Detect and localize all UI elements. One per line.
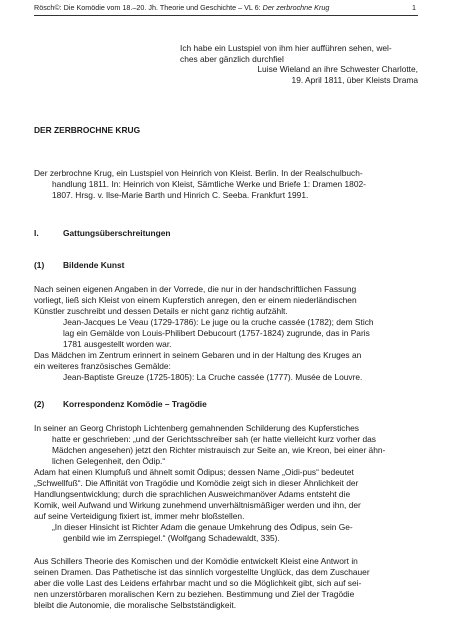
- body-line: Handlungsentwicklung; durch die sprachlichen Ausweichmanöver Adams entsteht die: [34, 489, 351, 499]
- body-line: bleibt die Autonomie, die moralische Selbstständigkeit.: [34, 600, 237, 610]
- body-line: lag ein Gemälde von Louis-Philibert Debucourt (1757-1824) zugrunde, das in Paris: [63, 328, 370, 338]
- body-line: nen unzerstörbaren moralischen Kern zu beziehen. Bestimmung und Ziel der Tragödie: [34, 589, 355, 599]
- body-line: Jean-Jacques Le Veau (1729-1786): Le juge ou la cruche cassée (1782); dem Stich: [63, 317, 374, 327]
- subsection-number: (1): [34, 260, 45, 270]
- epigraph-attribution: 19. April 1811, über Kleists Drama: [291, 75, 418, 85]
- bibliography-line: Der zerbrochne Krug, ein Lustspiel von Heinrich von Kleist. Berlin. In der Realschulbuch-: [34, 168, 363, 178]
- body-line: hatte er geschrieben: „und der Gerichtsschreiber sah (er hatte vielleicht kurz vorher das: [52, 434, 376, 444]
- body-line: Aus Schillers Theorie des Komischen und der Komödie entwickelt Kleist eine Antwort in: [34, 556, 358, 566]
- body-line: „In dieser Hinsicht ist Richter Adam die genaue Umkehrung des Ödipus, sein Ge-: [52, 522, 353, 532]
- subsection-heading: Korrespondenz Komödie – Tragödie: [63, 399, 207, 409]
- body-line: aber die volle Last des Leidens erfahrbar macht und so die Möglichkeit gibt, sich auf sei-: [34, 578, 362, 588]
- running-header-prefix: Rösch©: Die Komödie vom 18.–20. Jh. Theorie und Geschichte – VL 6:: [34, 3, 263, 12]
- body-line: Mädchen angesehen) jetzt den Richter mistrauisch zur Seite an, wie Kreon, bei einer ähn-: [52, 445, 386, 455]
- body-line: Künstler zuschreibt und dessen Details er nicht ganz richtig aufzählt.: [34, 306, 288, 316]
- section-heading: Gattungsüberschreitungen: [63, 228, 171, 238]
- header-rule: [34, 15, 418, 16]
- body-line: Jean-Baptiste Greuze (1725-1805): La Cruche cassée (1777). Musée de Louvre.: [63, 372, 363, 382]
- body-line: seinen Dramen. Das Pathetische ist das sinnlich vorgestellte Unglück, das dem Zuschauer: [34, 567, 370, 577]
- epigraph-line: ches aber gänzlich durchfiel: [180, 54, 284, 64]
- running-header-work: Der zerbrochne Krug: [262, 3, 330, 12]
- epigraph-attribution: Luise Wieland an ihre Schwester Charlotte,: [257, 64, 418, 74]
- bibliography-line: 1807. Hrsg. v. Ilse-Marie Barth und Hinrich C. Seeba. Frankfurt 1991.: [52, 190, 309, 200]
- epigraph-line: Ich habe ein Lustspiel von ihm hier aufführen sehen, wel-: [180, 43, 392, 53]
- running-header: [34, 2, 329, 13]
- body-line: Nach seinen eigenen Angaben in der Vorrede, die nur in der handschriftlichen Fassung: [34, 284, 357, 294]
- page-number: 1: [412, 3, 416, 12]
- body-line: In seiner an Georg Christoph Lichtenberg gemahnenden Schilderung des Kupferstiches: [34, 423, 359, 433]
- bibliography-line: handlung 1811. In: Heinrich von Kleist, Sämtliche Werke und Briefe 1: Dramen 1802-: [52, 179, 366, 189]
- section-number: I.: [34, 228, 39, 238]
- body-line: 1781 ausgestellt worden war.: [63, 339, 172, 349]
- body-line: lichen Gelegenheit, den Ödip.“: [52, 456, 166, 466]
- subsection-number: (2): [34, 399, 45, 409]
- body-line: vorliegt, ließ sich Kleist von einem Kupferstich anregen, den er einem niederländischen: [34, 295, 357, 305]
- body-line: genbild wie im Zerrspiegel.“ (Wolfgang Schadewaldt, 335).: [63, 533, 280, 543]
- body-line: Komik, weil Aufwand und Wirkung zunehmend unverhältnismäßiger werden und ihn, der: [34, 500, 361, 510]
- document-title: DER ZERBROCHNE KRUG: [34, 125, 141, 135]
- body-line: ein weiteres französisches Gemälde:: [34, 361, 171, 371]
- body-line: Adam hat einen Klumpfuß und ähnelt somit Ödipus; dessen Name „Oidi-pus“ bedeutet: [34, 467, 354, 477]
- body-line: „Schwellfuß“. Die Affinität von Tragödie und Komödie zeigt sich in dieser Ähnlichkeit der: [34, 478, 359, 488]
- subsection-heading: Bildende Kunst: [63, 260, 125, 270]
- body-line: Das Mädchen im Zentrum erinnert in seinem Gebaren und in der Haltung des Kruges an: [34, 350, 362, 360]
- body-line: auf seine Verteidigung fixiert ist, immer mehr bloßstellen.: [34, 511, 245, 521]
